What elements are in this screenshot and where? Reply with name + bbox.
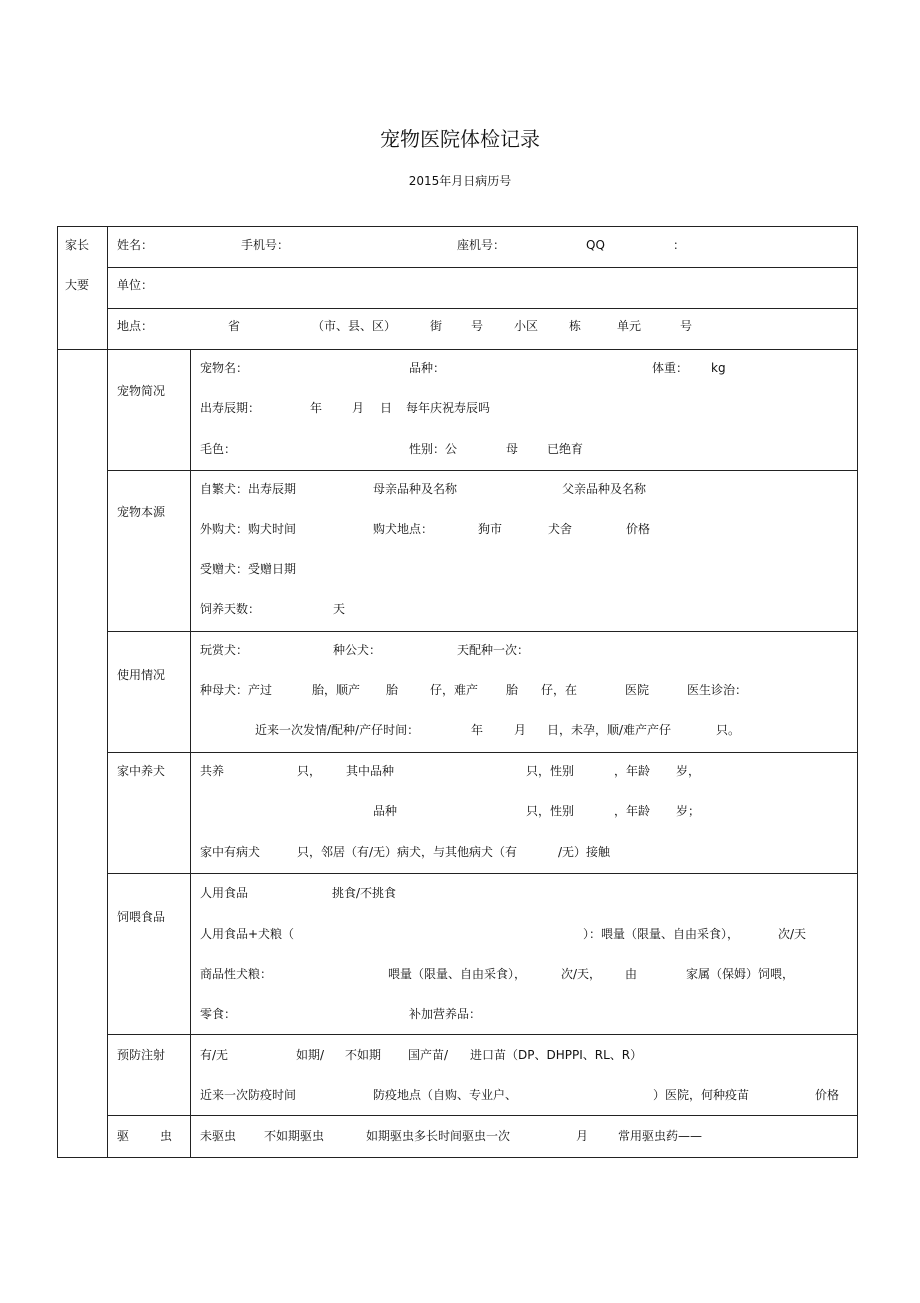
form-text[interactable]: 补加营养品： [409, 1007, 482, 1021]
form-text[interactable]: 母 [506, 442, 519, 456]
form-text: 日，未孕，顺/难产产仔 [547, 723, 672, 737]
address-part: 小区 [514, 319, 539, 333]
form-text[interactable]: 品种： [409, 361, 446, 375]
form-text[interactable]: 如期驱虫多长时间驱虫一次 [366, 1129, 511, 1143]
form-text: 年 [310, 401, 323, 415]
form-text[interactable]: 饲养天数： [200, 602, 261, 616]
form-text[interactable]: 有/无 [200, 1048, 229, 1062]
form-text[interactable]: ，年龄 [614, 764, 651, 778]
form-text: 仔，难产 [430, 683, 479, 697]
form-text[interactable]: 未驱虫 [200, 1129, 237, 1143]
address-part: 街 [430, 319, 443, 333]
form-text: 月 [514, 723, 527, 737]
landline-field[interactable]: 座机号： [457, 238, 506, 252]
form-text[interactable]: 家属（保姆）饲喂， [686, 967, 795, 981]
address-part: （市、县、区） [312, 319, 397, 333]
form-text[interactable]: 每年庆祝寿辰吗 [406, 401, 491, 415]
form-text[interactable]: 防疫地点（自购、专业户、 [373, 1088, 518, 1102]
form-text[interactable]: 家中有病犬 [200, 845, 261, 859]
form-text[interactable]: 体重： [652, 361, 689, 375]
form-text[interactable]: 自繁犬：出寿辰期 [200, 482, 297, 496]
form-text: 仔，在 [541, 683, 578, 697]
mobile-field[interactable]: 手机号： [241, 238, 290, 252]
form-text[interactable]: 种母犬：产过 [200, 683, 273, 697]
form-text[interactable]: 近来一次防疫时间 [200, 1088, 297, 1102]
address-part: 号 [680, 319, 693, 333]
form-text[interactable]: 只，性别 [526, 804, 575, 818]
form-text[interactable]: 人用食品 [200, 886, 249, 900]
form-text[interactable]: 价格 [626, 522, 651, 536]
section-title-feeding: 饲喂食品 [117, 910, 166, 924]
form-text: 只。 [716, 723, 741, 737]
form-text[interactable]: 不如期驱虫 [264, 1129, 325, 1143]
form-text: 次/天， [561, 967, 602, 981]
form-text[interactable]: ）医院，何种疫苗 [653, 1088, 750, 1102]
form-text[interactable]: 性别：公 [409, 442, 458, 456]
form-text[interactable]: 狗市 [478, 522, 503, 536]
form-text[interactable]: 犬舍 [548, 522, 573, 536]
form-text[interactable]: 天配种一次： [457, 643, 530, 657]
form-text[interactable]: 挑食/不挑食 [332, 886, 397, 900]
section-title-pet-origin: 宠物本源 [117, 505, 166, 519]
form-text[interactable]: 种公犬： [333, 643, 382, 657]
form-text[interactable]: 只，邻居（有/无）病犬，与其他病犬（有 [297, 845, 518, 859]
form-text: 由 [625, 967, 638, 981]
form-text: 岁； [676, 804, 701, 818]
form-text: 胎 [386, 683, 399, 697]
form-text[interactable]: 人用食品+犬粮（ [200, 927, 295, 941]
form-text[interactable]: 商品性犬粮： [200, 967, 273, 981]
form-text[interactable]: 受赠犬：受赠日期 [200, 562, 297, 576]
form-text[interactable]: 零食： [200, 1007, 237, 1021]
address-part: 单元 [617, 319, 642, 333]
form-text[interactable]: 进口苗（DP、DHPPI、RL、R） [470, 1048, 643, 1062]
form-text[interactable]: 常用驱虫药—— [618, 1129, 703, 1143]
form-text[interactable]: 购犬地点： [373, 522, 434, 536]
form-text[interactable]: 共养 [200, 764, 225, 778]
form-text[interactable]: 宠物名： [200, 361, 249, 375]
form-text: 医院 [625, 683, 650, 697]
form-text: 次/天 [778, 927, 807, 941]
employer-field[interactable]: 单位： [117, 278, 154, 292]
section-title-home-dogs: 家中养犬 [117, 764, 166, 778]
form-text[interactable]: 出寿辰期： [200, 401, 261, 415]
form-text[interactable]: ）：喂量（限量、自由采食）， [583, 927, 740, 941]
form-text[interactable]: 价格 [815, 1088, 840, 1102]
form-text: /无）接触 [558, 845, 611, 859]
form-text: 年 [471, 723, 484, 737]
form-text: 日 [380, 401, 393, 415]
form-text[interactable]: 如期/ [296, 1048, 325, 1062]
qq-colon: ： [673, 238, 686, 252]
parent-label: 家长 [65, 238, 90, 252]
form-text[interactable]: 近来一次发情/配种/产仔时间： [255, 723, 420, 737]
form-text: 胎，顺产 [312, 683, 361, 697]
name-field[interactable]: 姓名： [117, 238, 154, 252]
address-part: 号 [471, 319, 484, 333]
form-text: kg [711, 361, 726, 375]
form-text: 月 [576, 1129, 589, 1143]
section-title-vaccination: 预防注射 [117, 1048, 166, 1062]
form-text[interactable]: 外购犬：购犬时间 [200, 522, 297, 536]
form-text: 天 [333, 602, 346, 616]
form-text[interactable]: 国产苗/ [408, 1048, 449, 1062]
parent-label: 大要 [65, 278, 90, 292]
form-text[interactable]: 已绝育 [547, 442, 584, 456]
section-title-pet-profile: 宠物简况 [117, 384, 166, 398]
address-part: 栋 [569, 319, 582, 333]
form-text[interactable]: 喂量（限量、自由采食）， [388, 967, 527, 981]
form-text[interactable]: 玩赏犬： [200, 643, 249, 657]
section-title-deworming: 驱 [117, 1129, 130, 1143]
page-title: 宠物医院体检记录 [380, 127, 540, 151]
form-text[interactable]: 医生诊治： [687, 683, 748, 697]
form-text[interactable]: 父亲品种及名称 [562, 482, 647, 496]
record-date-line: 2015年月日病历号 [408, 174, 512, 188]
form-text[interactable]: 毛色： [200, 442, 237, 456]
form-text[interactable]: 只，性别 [526, 764, 575, 778]
form-text[interactable]: 不如期 [345, 1048, 382, 1062]
form-text[interactable]: 母亲品种及名称 [373, 482, 458, 496]
section-title-deworming: 虫 [160, 1129, 173, 1143]
form-text: 月 [352, 401, 365, 415]
form-text[interactable]: ，年龄 [614, 804, 651, 818]
form-text: 胎 [506, 683, 519, 697]
form-text: 岁， [676, 764, 701, 778]
section-title-usage: 使用情况 [117, 668, 166, 682]
form-text[interactable]: 其中品种 [346, 764, 395, 778]
qq-field[interactable]: QQ [586, 238, 605, 252]
form-text: 只， [297, 764, 322, 778]
address-field[interactable]: 地点： [117, 319, 154, 333]
form-text[interactable]: 品种 [373, 804, 398, 818]
address-part: 省 [228, 319, 241, 333]
